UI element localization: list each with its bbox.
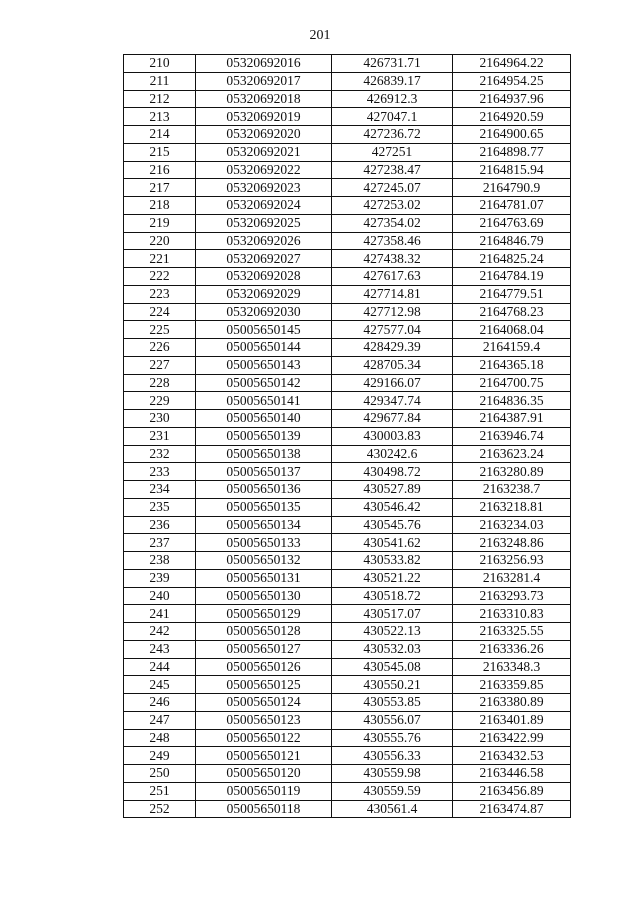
- code-cell: 05005650145: [196, 321, 332, 339]
- y-coordinate-cell: 2164790.9: [453, 179, 571, 197]
- code-cell: 05005650119: [196, 782, 332, 800]
- x-coordinate-cell: 427354.02: [332, 214, 453, 232]
- row-number-cell: 226: [124, 339, 196, 357]
- x-coordinate-cell: 430546.42: [332, 498, 453, 516]
- table-row: [124, 161, 571, 179]
- y-coordinate-cell: 2164900.65: [453, 126, 571, 144]
- table-row: [124, 356, 571, 374]
- code-cell: 05005650126: [196, 658, 332, 676]
- row-number-cell: 223: [124, 285, 196, 303]
- table-row: [124, 90, 571, 108]
- code-cell: 05005650122: [196, 729, 332, 747]
- x-coordinate-cell: 427577.04: [332, 321, 453, 339]
- code-cell: 05320692028: [196, 268, 332, 286]
- table-row: [124, 143, 571, 161]
- table-row: [124, 55, 571, 73]
- y-coordinate-cell: 2164763.69: [453, 214, 571, 232]
- x-coordinate-cell: 430498.72: [332, 463, 453, 481]
- y-coordinate-cell: 2164937.96: [453, 90, 571, 108]
- y-coordinate-cell: 2164700.75: [453, 374, 571, 392]
- code-cell: 05320692016: [196, 55, 332, 73]
- row-number-cell: 213: [124, 108, 196, 126]
- code-cell: 05005650141: [196, 392, 332, 410]
- row-number-cell: 236: [124, 516, 196, 534]
- table-row: [124, 782, 571, 800]
- y-coordinate-cell: 2164836.35: [453, 392, 571, 410]
- y-coordinate-cell: 2163336.26: [453, 640, 571, 658]
- code-cell: 05320692020: [196, 126, 332, 144]
- code-cell: 05005650132: [196, 552, 332, 570]
- y-coordinate-cell: 2163234.03: [453, 516, 571, 534]
- y-coordinate-cell: 2164781.07: [453, 197, 571, 215]
- x-coordinate-cell: 430550.21: [332, 676, 453, 694]
- row-number-cell: 247: [124, 711, 196, 729]
- code-cell: 05005650137: [196, 463, 332, 481]
- code-cell: 05005650127: [196, 640, 332, 658]
- row-number-cell: 215: [124, 143, 196, 161]
- row-number-cell: 232: [124, 445, 196, 463]
- code-cell: 05005650133: [196, 534, 332, 552]
- y-coordinate-cell: 2164898.77: [453, 143, 571, 161]
- table-row: [124, 321, 571, 339]
- code-cell: 05005650143: [196, 356, 332, 374]
- row-number-cell: 252: [124, 800, 196, 818]
- table-row: [124, 214, 571, 232]
- code-cell: 05005650123: [196, 711, 332, 729]
- x-coordinate-cell: 427617.63: [332, 268, 453, 286]
- table-row: [124, 250, 571, 268]
- row-number-cell: 220: [124, 232, 196, 250]
- x-coordinate-cell: 430555.76: [332, 729, 453, 747]
- table-row: [124, 392, 571, 410]
- row-number-cell: 244: [124, 658, 196, 676]
- code-cell: 05320692024: [196, 197, 332, 215]
- row-number-cell: 217: [124, 179, 196, 197]
- table-row: [124, 587, 571, 605]
- y-coordinate-cell: 2163281.4: [453, 569, 571, 587]
- code-cell: 05005650142: [196, 374, 332, 392]
- y-coordinate-cell: 2163446.58: [453, 765, 571, 783]
- row-number-cell: 225: [124, 321, 196, 339]
- row-number-cell: 218: [124, 197, 196, 215]
- y-coordinate-cell: 2163474.87: [453, 800, 571, 818]
- row-number-cell: 239: [124, 569, 196, 587]
- coordinates-table: [123, 54, 571, 818]
- x-coordinate-cell: 428429.39: [332, 339, 453, 357]
- table-row: [124, 463, 571, 481]
- x-coordinate-cell: 430517.07: [332, 605, 453, 623]
- x-coordinate-cell: 430545.76: [332, 516, 453, 534]
- y-coordinate-cell: 2163293.73: [453, 587, 571, 605]
- table-row: [124, 569, 571, 587]
- code-cell: 05320692026: [196, 232, 332, 250]
- x-coordinate-cell: 430521.22: [332, 569, 453, 587]
- y-coordinate-cell: 2163432.53: [453, 747, 571, 765]
- x-coordinate-cell: 427236.72: [332, 126, 453, 144]
- row-number-cell: 241: [124, 605, 196, 623]
- row-number-cell: 233: [124, 463, 196, 481]
- table-row: [124, 339, 571, 357]
- x-coordinate-cell: 429677.84: [332, 410, 453, 428]
- table-row: [124, 374, 571, 392]
- y-coordinate-cell: 2164768.23: [453, 303, 571, 321]
- x-coordinate-cell: 430242.6: [332, 445, 453, 463]
- x-coordinate-cell: 430561.4: [332, 800, 453, 818]
- table-row: [124, 605, 571, 623]
- row-number-cell: 248: [124, 729, 196, 747]
- code-cell: 05005650134: [196, 516, 332, 534]
- y-coordinate-cell: 2163238.7: [453, 481, 571, 499]
- x-coordinate-cell: 427253.02: [332, 197, 453, 215]
- code-cell: 05005650128: [196, 623, 332, 641]
- y-coordinate-cell: 2164815.94: [453, 161, 571, 179]
- y-coordinate-cell: 2164387.91: [453, 410, 571, 428]
- table-row: [124, 623, 571, 641]
- row-number-cell: 251: [124, 782, 196, 800]
- row-number-cell: 246: [124, 694, 196, 712]
- row-number-cell: 214: [124, 126, 196, 144]
- y-coordinate-cell: 2163325.55: [453, 623, 571, 641]
- x-coordinate-cell: 427238.47: [332, 161, 453, 179]
- code-cell: 05320692021: [196, 143, 332, 161]
- row-number-cell: 234: [124, 481, 196, 499]
- y-coordinate-cell: 2163359.85: [453, 676, 571, 694]
- table-row: [124, 516, 571, 534]
- y-coordinate-cell: 2163248.86: [453, 534, 571, 552]
- code-cell: 05005650129: [196, 605, 332, 623]
- x-coordinate-cell: 430556.33: [332, 747, 453, 765]
- table-row: [124, 711, 571, 729]
- y-coordinate-cell: 2164846.79: [453, 232, 571, 250]
- table-row: [124, 658, 571, 676]
- y-coordinate-cell: 2163256.93: [453, 552, 571, 570]
- y-coordinate-cell: 2163280.89: [453, 463, 571, 481]
- row-number-cell: 249: [124, 747, 196, 765]
- row-number-cell: 230: [124, 410, 196, 428]
- table-row: [124, 498, 571, 516]
- row-number-cell: 229: [124, 392, 196, 410]
- code-cell: 05005650124: [196, 694, 332, 712]
- table-row: [124, 552, 571, 570]
- code-cell: 05005650140: [196, 410, 332, 428]
- x-coordinate-cell: 430522.13: [332, 623, 453, 641]
- code-cell: 05005650120: [196, 765, 332, 783]
- table-row: [124, 445, 571, 463]
- table-row: [124, 303, 571, 321]
- code-cell: 05005650121: [196, 747, 332, 765]
- table-row: [124, 676, 571, 694]
- y-coordinate-cell: 2163456.89: [453, 782, 571, 800]
- code-cell: 05320692029: [196, 285, 332, 303]
- code-cell: 05320692027: [196, 250, 332, 268]
- y-coordinate-cell: 2164365.18: [453, 356, 571, 374]
- row-number-cell: 216: [124, 161, 196, 179]
- x-coordinate-cell: 430545.08: [332, 658, 453, 676]
- table-row: [124, 534, 571, 552]
- code-cell: 05005650131: [196, 569, 332, 587]
- x-coordinate-cell: 430533.82: [332, 552, 453, 570]
- y-coordinate-cell: 2164964.22: [453, 55, 571, 73]
- x-coordinate-cell: 430527.89: [332, 481, 453, 499]
- row-number-cell: 219: [124, 214, 196, 232]
- y-coordinate-cell: 2164920.59: [453, 108, 571, 126]
- x-coordinate-cell: 427251: [332, 143, 453, 161]
- table-row: [124, 108, 571, 126]
- row-number-cell: 240: [124, 587, 196, 605]
- row-number-cell: 227: [124, 356, 196, 374]
- table-row: [124, 640, 571, 658]
- table-row: [124, 72, 571, 90]
- table-row: [124, 427, 571, 445]
- y-coordinate-cell: 2163422.99: [453, 729, 571, 747]
- table-row: [124, 179, 571, 197]
- row-number-cell: 211: [124, 72, 196, 90]
- code-cell: 05320692018: [196, 90, 332, 108]
- table-row: [124, 481, 571, 499]
- x-coordinate-cell: 430003.83: [332, 427, 453, 445]
- row-number-cell: 210: [124, 55, 196, 73]
- coordinates-table-body: [124, 55, 571, 818]
- table-row: [124, 800, 571, 818]
- y-coordinate-cell: 2164779.51: [453, 285, 571, 303]
- x-coordinate-cell: 428705.34: [332, 356, 453, 374]
- code-cell: 05320692023: [196, 179, 332, 197]
- code-cell: 05005650118: [196, 800, 332, 818]
- y-coordinate-cell: 2163348.3: [453, 658, 571, 676]
- row-number-cell: 237: [124, 534, 196, 552]
- x-coordinate-cell: 427712.98: [332, 303, 453, 321]
- table-row: [124, 747, 571, 765]
- x-coordinate-cell: 430559.59: [332, 782, 453, 800]
- x-coordinate-cell: 430532.03: [332, 640, 453, 658]
- y-coordinate-cell: 2164954.25: [453, 72, 571, 90]
- y-coordinate-cell: 2164159.4: [453, 339, 571, 357]
- row-number-cell: 250: [124, 765, 196, 783]
- table-row: [124, 197, 571, 215]
- x-coordinate-cell: 427714.81: [332, 285, 453, 303]
- code-cell: 05005650136: [196, 481, 332, 499]
- x-coordinate-cell: 430553.85: [332, 694, 453, 712]
- code-cell: 05320692030: [196, 303, 332, 321]
- table-row: [124, 410, 571, 428]
- page-number: 201: [309, 28, 331, 43]
- code-cell: 05005650125: [196, 676, 332, 694]
- y-coordinate-cell: 2164825.24: [453, 250, 571, 268]
- y-coordinate-cell: 2163623.24: [453, 445, 571, 463]
- x-coordinate-cell: 427047.1: [332, 108, 453, 126]
- code-cell: 05005650130: [196, 587, 332, 605]
- y-coordinate-cell: 2163946.74: [453, 427, 571, 445]
- row-number-cell: 221: [124, 250, 196, 268]
- table-row: [124, 694, 571, 712]
- x-coordinate-cell: 426731.71: [332, 55, 453, 73]
- y-coordinate-cell: 2163218.81: [453, 498, 571, 516]
- x-coordinate-cell: 429347.74: [332, 392, 453, 410]
- table-row: [124, 268, 571, 286]
- row-number-cell: 242: [124, 623, 196, 641]
- x-coordinate-cell: 429166.07: [332, 374, 453, 392]
- code-cell: 05320692025: [196, 214, 332, 232]
- y-coordinate-cell: 2164068.04: [453, 321, 571, 339]
- row-number-cell: 212: [124, 90, 196, 108]
- y-coordinate-cell: 2164784.19: [453, 268, 571, 286]
- row-number-cell: 231: [124, 427, 196, 445]
- table-row: [124, 126, 571, 144]
- x-coordinate-cell: 430559.98: [332, 765, 453, 783]
- y-coordinate-cell: 2163380.89: [453, 694, 571, 712]
- x-coordinate-cell: 426912.3: [332, 90, 453, 108]
- x-coordinate-cell: 427358.46: [332, 232, 453, 250]
- table-row: [124, 765, 571, 783]
- code-cell: 05005650135: [196, 498, 332, 516]
- row-number-cell: 224: [124, 303, 196, 321]
- row-number-cell: 222: [124, 268, 196, 286]
- code-cell: 05320692019: [196, 108, 332, 126]
- code-cell: 05005650139: [196, 427, 332, 445]
- x-coordinate-cell: 430518.72: [332, 587, 453, 605]
- code-cell: 05320692022: [196, 161, 332, 179]
- table-row: [124, 285, 571, 303]
- table-row: [124, 232, 571, 250]
- code-cell: 05320692017: [196, 72, 332, 90]
- x-coordinate-cell: 427245.07: [332, 179, 453, 197]
- x-coordinate-cell: 430541.62: [332, 534, 453, 552]
- row-number-cell: 228: [124, 374, 196, 392]
- row-number-cell: 235: [124, 498, 196, 516]
- y-coordinate-cell: 2163310.83: [453, 605, 571, 623]
- row-number-cell: 243: [124, 640, 196, 658]
- x-coordinate-cell: 430556.07: [332, 711, 453, 729]
- row-number-cell: 238: [124, 552, 196, 570]
- row-number-cell: 245: [124, 676, 196, 694]
- code-cell: 05005650138: [196, 445, 332, 463]
- x-coordinate-cell: 426839.17: [332, 72, 453, 90]
- code-cell: 05005650144: [196, 339, 332, 357]
- y-coordinate-cell: 2163401.89: [453, 711, 571, 729]
- table-row: [124, 729, 571, 747]
- x-coordinate-cell: 427438.32: [332, 250, 453, 268]
